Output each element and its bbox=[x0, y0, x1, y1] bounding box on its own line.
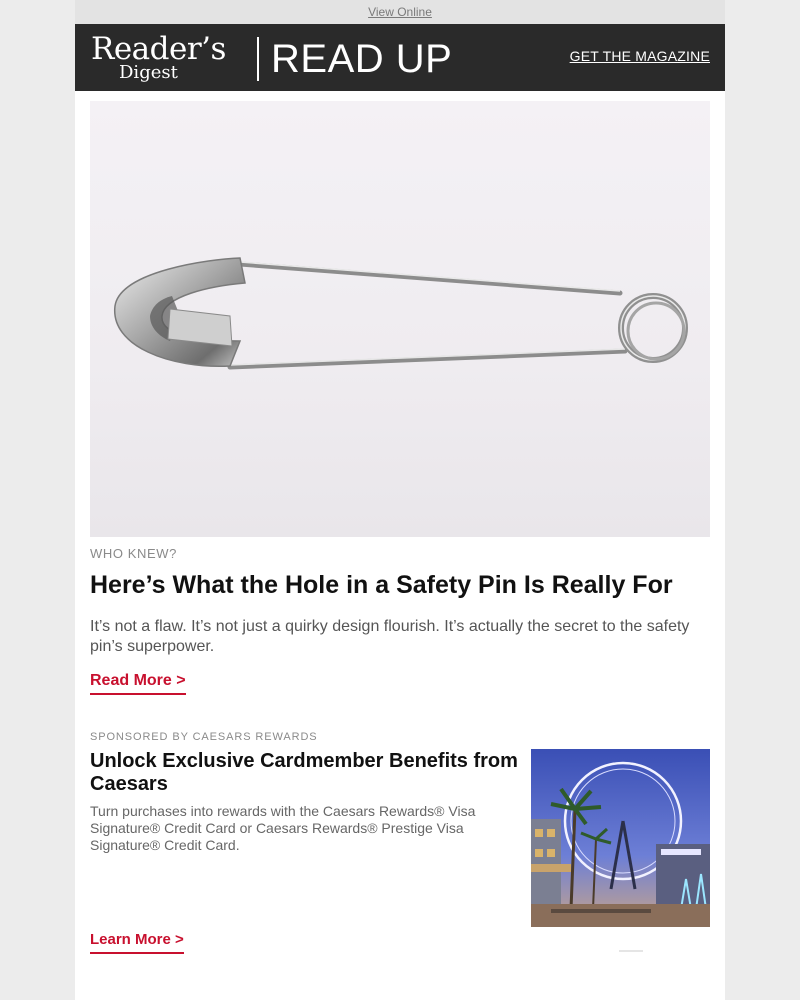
top-bar bbox=[75, 0, 725, 24]
sponsor-label: SPONSORED BY CAESARS REWARDS bbox=[90, 731, 318, 743]
get-magazine-link[interactable]: GET THE MAGAZINE bbox=[569, 48, 710, 64]
article-dek: It’s not a flaw. It’s not just a quirky design flourish. It’s actually the secret to the safety pin’s superpower. bbox=[90, 618, 690, 655]
read-more-link[interactable]: Read More > bbox=[90, 671, 186, 695]
learn-more-link[interactable]: Learn More > bbox=[90, 930, 184, 954]
view-online-link[interactable]: View Online bbox=[368, 5, 432, 19]
header-bar bbox=[75, 24, 725, 91]
ad-body-text: Turn purchases into rewards with the Caesars Rewards® Visa Signature® Credit Card or Caesars Rewards® Prestige Visa Signature® Credit Card. bbox=[90, 803, 476, 853]
article-headline[interactable]: Here’s What the Hole in a Safety Pin Is Really For bbox=[90, 571, 673, 599]
ferris-wheel-icon bbox=[531, 749, 710, 927]
email-container bbox=[75, 0, 725, 1000]
ad-image[interactable] bbox=[531, 749, 710, 927]
header-divider bbox=[257, 37, 259, 81]
decorative-line bbox=[619, 950, 643, 952]
newsletter-title: READ UP bbox=[271, 37, 453, 81]
readers-digest-logo[interactable] bbox=[91, 33, 236, 85]
logo-line-1: Reader’s bbox=[91, 31, 226, 67]
article-kicker: WHO KNEW? bbox=[90, 546, 178, 561]
ad-title[interactable]: Unlock Exclusive Cardmember Benefits from Caesars bbox=[90, 750, 518, 795]
safety-pin-icon bbox=[90, 101, 710, 537]
safety-pin-image[interactable] bbox=[90, 101, 710, 537]
logo-line-2: Digest bbox=[119, 62, 178, 83]
